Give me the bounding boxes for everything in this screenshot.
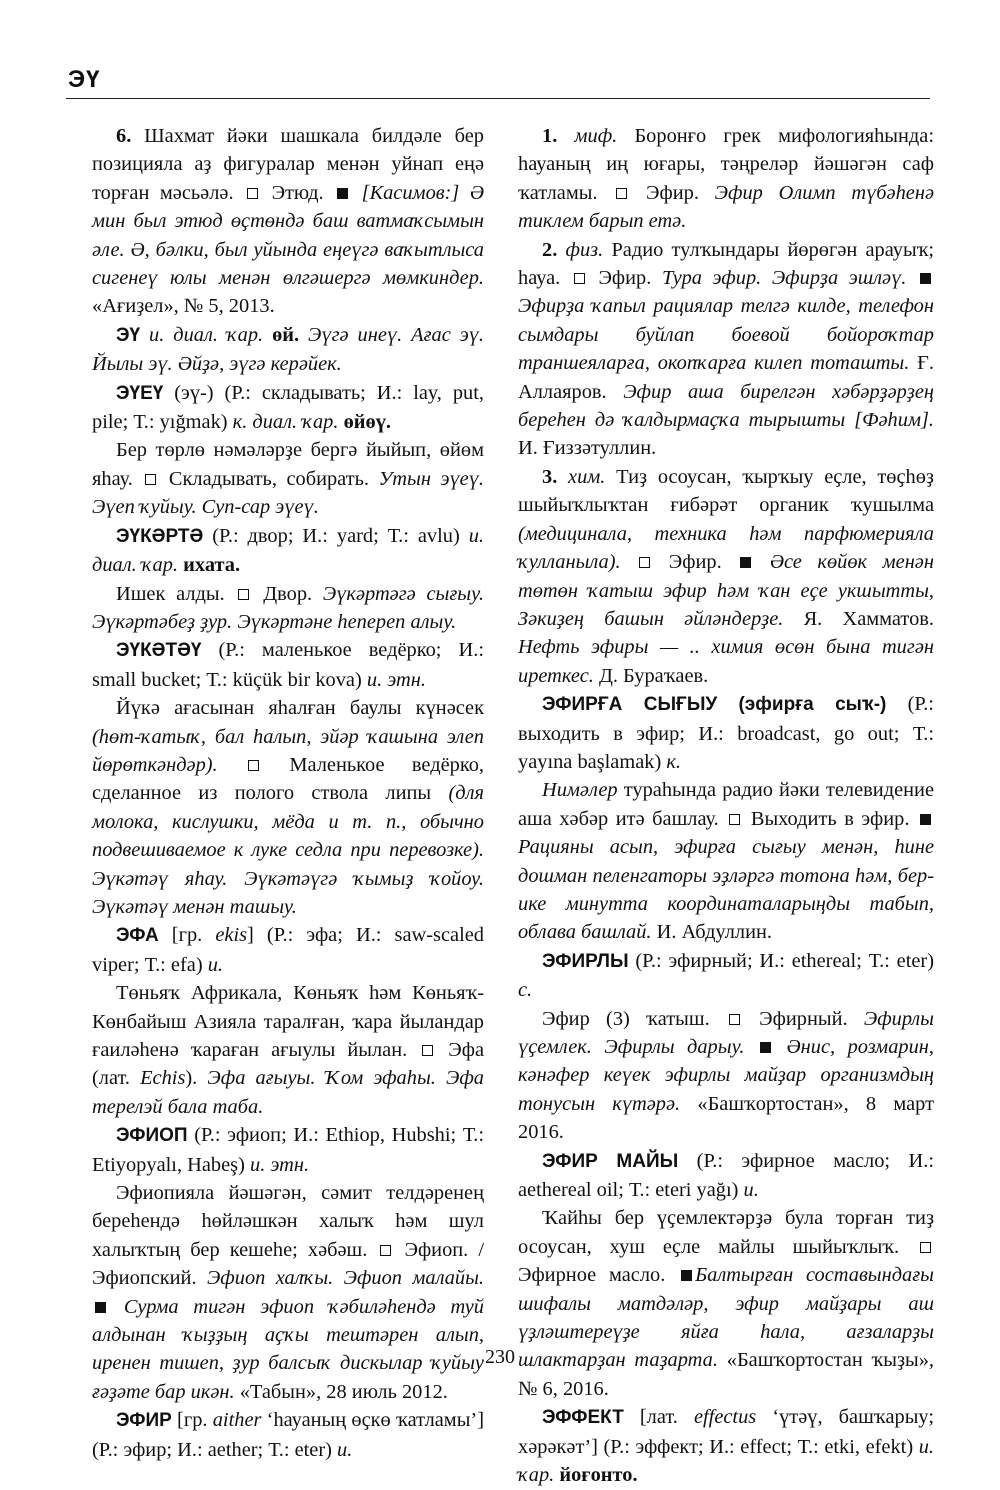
translation: Эфа (лат. — [92, 1039, 484, 1090]
translation: Эфир. — [653, 551, 722, 574]
source: «Башҡортостан ҡыҙы», № 6, 2016. — [518, 1349, 934, 1400]
examples: Эфа ағыуы. Ҡом эфаһы. Эфа терелэй бала таба. — [92, 1067, 484, 1118]
entry-sense-6 — [92, 122, 484, 321]
citation: Эфирҙа ҡапыл рациялар телгә килде, телефон сымдары буйлап боевой бойороҡтар траншеяларға, окопҡарға килеп тоташты. — [518, 295, 934, 375]
open-square-icon — [616, 188, 627, 199]
filled-square-icon — [920, 273, 931, 284]
open-square-icon — [422, 1045, 433, 1056]
definition: Төньяҡ Африкала, Көньяҡ һәм Көньяҡ-Көнбайыш Азияла таралған, ҡара йыландар ғаиләһенә ҡараған ағыулы йылан. — [92, 982, 484, 1061]
note: (һөт-ҡатыҡ, бал һалып, эйәр ҡашына элеп йөрөткәндәр). — [92, 725, 484, 776]
grammar-label: и. этн. — [250, 1153, 310, 1176]
definition: Ишек алды. — [116, 582, 225, 605]
entry-efir — [92, 1406, 484, 1464]
punctuation: ). — [185, 1067, 208, 1090]
translation: Эфирное масло. — [518, 1264, 666, 1287]
definition-para — [518, 1005, 934, 1147]
examples: Тура эфир. Эфирҙа эшләү. — [661, 267, 907, 290]
etymology: [гр. — [158, 924, 216, 947]
citation: Нефть эфиры — .. химия өсөн бына тигән иреткес. — [518, 636, 934, 687]
examples: Эфиоп халҡы. Эфиоп малайы. — [206, 1267, 485, 1290]
filled-square-icon — [681, 1270, 692, 1281]
entry-efir-mayy — [518, 1147, 934, 1205]
equivalents: (Р.: эфирное масло; И.: aethereal oil; Т.: eteri yağı) — [518, 1149, 935, 1202]
grammar-label: и. диал. ҡар. — [92, 524, 484, 577]
definition-para — [92, 580, 484, 637]
definition-para — [92, 436, 484, 521]
headword: ЭҮЕҮ — [116, 382, 164, 404]
open-square-icon — [920, 1242, 931, 1253]
definition: Тиҙ осоусан, ҡырҡыу еҫле, төҫһөҙ шыйыҡлыҡтан ғибәрәт органик ҡушылма — [518, 465, 934, 517]
filled-square-icon — [740, 557, 751, 568]
etymology: [гр. — [171, 1409, 213, 1432]
entry-efir-sense-2 — [518, 236, 934, 463]
definition: Боронғо грек мифологияһында: һауаның иң юғары, тәңреләр йәшәгән саф ҡатламы. — [518, 125, 935, 204]
examples: Эүкәртәгә сығыу. Эүкәртәбеҙ ҙур. Эүкәртәне һепереп алыу. — [92, 582, 484, 633]
domain-label: хим. — [557, 465, 606, 488]
definition: тураһында радио йәки телевидение аша хәбәр итә башлау. — [518, 779, 934, 830]
source: И. Абдуллин. — [651, 921, 773, 944]
citation: Балтырған составындағы шифалы матдәләр, эфир майҙары аш үҙләштереүҙе яйға һала, ағзаларҙы шлактарҙан таҙарта. — [518, 1264, 934, 1372]
entry-eueu — [92, 379, 484, 437]
sense-number: 2. — [542, 238, 558, 261]
open-square-icon — [247, 188, 258, 199]
definition-para — [92, 1179, 484, 1406]
translation: Эфирный. — [742, 1007, 864, 1030]
headword: ЭФИРЛЫ — [542, 950, 629, 972]
grammar-label: и. — [207, 953, 224, 976]
right-column — [518, 122, 934, 1490]
headword: ЭФА — [116, 925, 159, 947]
citation: Әнис, розмарин, кәнәфер кеүек эфирлы майҙар организмдың тонусын күтәрә. — [518, 1036, 934, 1115]
equivalents: (эү-) (Р.: складывать; И.: lay, put, pile; Т.: yığmak) — [92, 381, 484, 434]
translation: Складывать, собирать. — [159, 467, 379, 490]
definition: Эфир (3) ҡатыш. — [542, 1007, 710, 1030]
translation: Эфиоп. / Эфиопский. — [92, 1238, 484, 1290]
domain-label: миф. — [557, 125, 618, 147]
filled-square-icon — [95, 1302, 106, 1313]
grammar-label: и. этн. — [366, 668, 426, 691]
entry-efir-sense-3 — [518, 463, 934, 690]
examples: Утын эүеү. Эүеп ҡуйыу. Суп-сар эүеү. — [92, 467, 484, 519]
definition: Шахмат йәки шашкала билдәле бер позицияла аҙ фигуралар менән уйнап еңә торған мәсьәлә. — [92, 125, 484, 204]
source: «Табын», 28 июль 2012. — [234, 1380, 448, 1403]
definition-para — [92, 979, 484, 1121]
etymon: aither — [212, 1409, 262, 1432]
headword: ЭФФЕКТ — [542, 1407, 624, 1429]
sense-number: 1. — [542, 125, 558, 147]
translation: Двор. — [252, 582, 323, 605]
equivalents: ] (Р.: эфа; И.: saw-scaled viper; Т.: efa) — [92, 924, 484, 976]
equivalents: (Р.: маленькое ведёрко; И.: small bucket; Т.: küçük bir kova) — [92, 639, 484, 691]
cross-ref: ихата. — [183, 554, 241, 577]
equivalents: ‘үтәү, башҡарыу; хәрәкәт’] (Р.: эффект; И.: effect; Т.: etki, efekt) — [518, 1406, 934, 1458]
translation: Этюд. — [261, 181, 324, 204]
filled-square-icon — [337, 188, 348, 199]
source: И. Ғиззәтуллин. — [518, 437, 657, 460]
open-square-icon — [729, 814, 740, 825]
translation: Эфир. — [630, 181, 715, 204]
citation: Эфир аша бирелгән хәбәрҙәрҙең береһен дә ҡалдырмаҫҡа тырышты [Фәһим]. — [518, 380, 934, 432]
definition-para — [518, 1204, 934, 1403]
open-square-icon — [380, 1245, 391, 1256]
open-square-icon — [639, 557, 650, 568]
citation: Сурма тигән эфиоп ҡәбиләһендә туй алдынан ҡыҙҙың аҫҡы тештәрен алып, иренен тишеп, ҙур балсыҡ дискылар ҡуйыу ғәҙәте бар икән. — [92, 1295, 484, 1403]
filled-square-icon — [920, 814, 931, 825]
definition-object: Нимәлер — [542, 779, 618, 802]
entry-efirga-sygyu — [518, 690, 934, 776]
grammar-label: к. — [666, 750, 681, 773]
entry-eukarte — [92, 522, 484, 580]
entry-efirly — [518, 947, 934, 1005]
definition: Йүкә ағасынан яһалған баулы күнәсек — [116, 697, 484, 720]
translation: Эфир. — [587, 267, 662, 290]
grammar-label: и. ҡар. — [518, 1435, 934, 1487]
citation: Рацияны асып, эфирға сығыу менән, һине дошман пеленгаторы эҙләргә тотона һәм, бер-ике минутта координаталарыңды табып, облава башлай. — [518, 836, 934, 944]
definition: Радио тулҡындары йөрөгән арауыҡ; һауа. — [518, 238, 934, 290]
headword: ЭФИР — [116, 1410, 172, 1432]
source: Ғ. Аллаяров. — [518, 352, 934, 403]
examples: Эфир Олимп түбәһенә тиклем барып етә. — [518, 181, 935, 233]
filled-square-icon — [760, 1042, 771, 1053]
equivalents: ‘һауаның өҫкө ҡатламы’] (Р.: эфир; И.: aether; Т.: eter) — [92, 1409, 484, 1461]
headword-stem: (эфирға сыҡ-) — [738, 694, 887, 716]
entry-efir-sense-1 — [518, 122, 934, 236]
running-head: ЭҮ — [68, 66, 101, 93]
grammar-label: и. диал. ҡар. — [140, 323, 273, 346]
source: «Ағиҙел», № 5, 2013. — [92, 295, 275, 318]
definition-para — [518, 776, 934, 946]
headword: ЭҮКӘТӘҮ — [116, 640, 202, 662]
grammar-label: к. диал. ҡар. — [232, 411, 339, 434]
equivalents: (Р.: двор; И.: yard; Т.: avlu) — [203, 524, 469, 547]
headword: ЭҮ — [116, 324, 141, 346]
latin-name: Echis — [140, 1067, 186, 1090]
equivalents: (Р.: эфирный; И.: ethereal; Т.: eter) — [628, 949, 934, 972]
entry-effekt — [518, 1403, 934, 1489]
etymon: effectus — [693, 1406, 757, 1429]
translation: Маленькое ведёрко, сделанное из полого ствола липы — [92, 753, 484, 805]
note: (медицинала, техника һәм парфюмерияла ҡулланыла). — [518, 522, 934, 574]
sense-number: 6. — [116, 125, 132, 147]
cross-ref: өй. — [272, 323, 300, 346]
definition: Эфиопияла йәшәгән, сәмит телдәренең береһендә һөйләшкән халыҡ һәм шул халыҡтың бер кешеһе; хәбәш. — [92, 1182, 484, 1261]
citation: Әсе көйөк менән төтөн ҡатыш эфир һәм ҡан еҫе укшытты, Зәкиҙең башын әйләндерҙе. — [518, 551, 934, 630]
page-number: 230 — [485, 1346, 515, 1368]
headword: ЭФИРҒА СЫҒЫУ — [542, 694, 718, 716]
open-square-icon — [238, 589, 249, 600]
etymon: ekis — [215, 924, 248, 947]
entry-eu — [92, 321, 484, 379]
domain-label: физ. — [557, 238, 604, 261]
headword: ЭФИОП — [116, 1125, 188, 1147]
equivalents: (Р.: эфиоп; И.: Ethiop, Hubshi; Т.: Etiyopyalı, Habeş) — [92, 1124, 484, 1176]
etymology: [лат. — [623, 1406, 694, 1429]
open-square-icon — [145, 474, 156, 485]
examples: Эүгә инеү. Ағас эү. Йылы эү. Әйҙә, эүгә керәйек. — [92, 323, 484, 376]
left-column — [92, 122, 484, 1464]
definition: Ҡайһы бер үҫемлектәрҙә була торған тиҙ осоусан, хуш еҫле майлы шыйыҡлыҡ. — [518, 1207, 934, 1258]
sense-number: 3. — [542, 465, 558, 488]
definition-para — [92, 694, 484, 921]
examples: (для молока, кислушки, мёда и т. п., обычно подвешиваемое к луке седла при перевозке). Эүкәтәү яһау. Эүкәтәүгә ҡымыҙ ҡойоу. Эүкәтәү менән ташыу. — [92, 782, 484, 918]
entry-efa — [92, 921, 484, 979]
grammar-label: с. — [518, 979, 533, 1002]
grammar-label: и. — [743, 1179, 759, 1202]
open-square-icon — [729, 1014, 740, 1025]
examples: Эфирлы үҫемлек. Эфирлы дарыу. — [518, 1007, 934, 1058]
citation: [Касимов:] Ә мин был этюд өҫтөндә баш ватмаҡсымын әле. Ә, бәлки, был уйында еңеүгә ваҡытлыса сигенеү юлы менән өлгәшергә мөмкиндер. — [92, 181, 485, 290]
headword: ЭФИР МАЙЫ — [542, 1150, 679, 1172]
cross-ref: өйөү. — [343, 411, 391, 434]
equivalents: (Р.: выходить в эфир; И.: broadcast, go out; Т.: yayına başlamak) — [518, 693, 934, 773]
translation: Выходить в эфир. — [743, 807, 910, 830]
open-square-icon — [248, 760, 259, 771]
entry-efiop — [92, 1121, 484, 1179]
cross-ref: йоғонто. — [559, 1464, 638, 1487]
headword: ЭҮКӘРТӘ — [116, 525, 204, 547]
definition: Бер төрлө нәмәләрҙе бергә йыйып, өйөм яһау. — [92, 439, 484, 490]
source: «Башҡортостан», 8 март 2016. — [518, 1092, 934, 1144]
grammar-label: и. — [337, 1438, 353, 1461]
open-square-icon — [574, 273, 585, 284]
source: Д. Бураҡаев. — [593, 664, 709, 687]
header-rule — [66, 98, 930, 99]
entry-eukateu — [92, 636, 484, 694]
source: Я. Хамматов. — [783, 607, 934, 630]
